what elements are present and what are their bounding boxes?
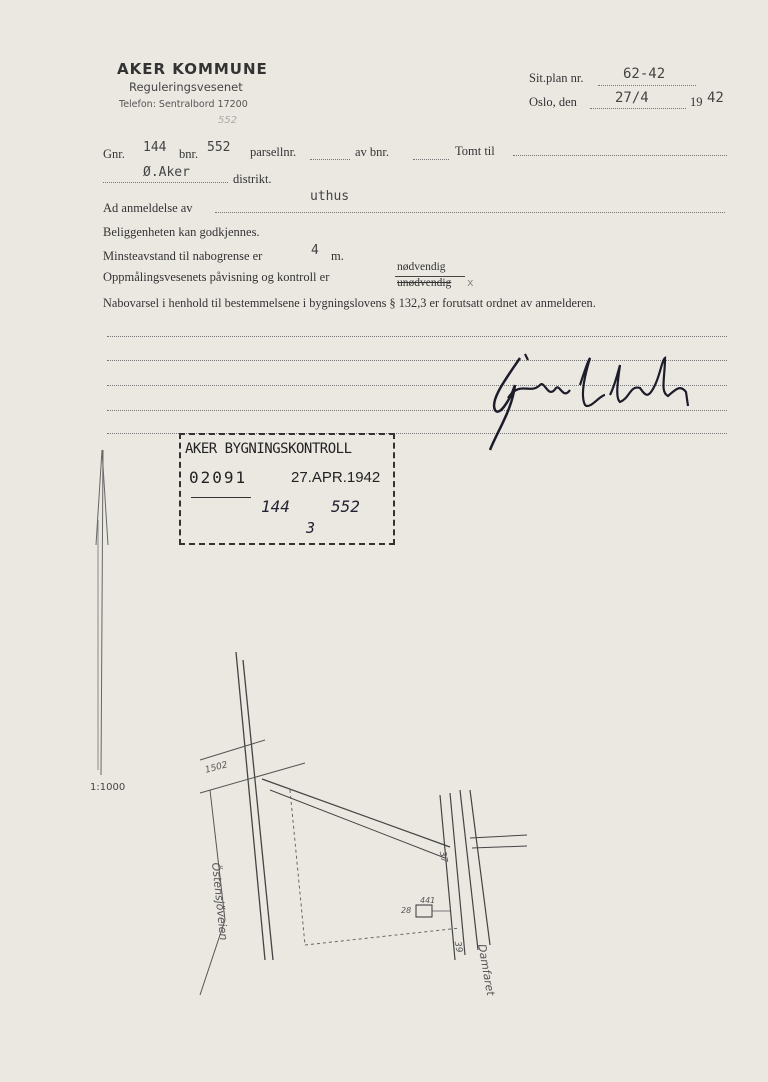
date-value: 27/4	[615, 90, 649, 106]
stamp-date: 27.APR.1942	[291, 469, 381, 486]
option-mark: x	[467, 276, 474, 289]
phone-line: Telefon: Sentralbord 17200	[119, 99, 248, 110]
sitplan-value: 62-42	[623, 66, 666, 82]
year-suffix: 42	[707, 90, 724, 106]
nabovarsel-text: Nabovarsel i henhold til bestemmelsene i bygningslovens § 132,3 er forutsatt ordnet av anmelderen.	[103, 296, 596, 310]
street-damfaret: Damfaret	[475, 943, 498, 997]
label-39: 39	[451, 940, 464, 954]
sitplan-label: Sit.plan nr.	[529, 71, 584, 85]
oppmaling-label: Oppmålingsvesenets påvisning og kontroll er	[103, 270, 330, 284]
stamp-bnr: 552	[331, 497, 360, 516]
stamp-extra: 3	[306, 519, 316, 537]
district-label: distrikt.	[233, 172, 272, 186]
bnr-label: bnr.	[179, 147, 199, 161]
gnr-label: Gnr.	[103, 147, 125, 161]
map-scale: 1:1000	[90, 782, 126, 793]
minsteavstand-unit: m.	[331, 249, 344, 263]
option-unnecessary: unødvendig	[397, 277, 452, 289]
beliggenhet-text: Beliggenheten kan godkjennes.	[103, 225, 260, 239]
year-prefix: 19	[690, 95, 703, 109]
stamp-title: AKER BYGNINGSKONTROLL	[185, 441, 352, 457]
gnr-value: 144	[143, 140, 167, 155]
anmeldelse-label: Ad anmeldelse av	[103, 201, 193, 215]
street-ostensjo: Östensjöveien	[209, 862, 231, 941]
label-441: 441	[420, 896, 436, 905]
bnr-value: 552	[207, 140, 231, 155]
parsell-label: parsellnr.	[250, 145, 297, 159]
pencil-note: 552	[218, 115, 238, 126]
stamp-number: 02091	[189, 468, 248, 487]
avbnr-label: av bnr.	[355, 145, 390, 159]
option-necessary: nødvendig	[397, 261, 446, 273]
minsteavstand-value: 4	[311, 243, 319, 258]
stamp-gnr: 144	[261, 497, 290, 516]
label-28: 28	[401, 906, 412, 915]
date-label: Oslo, den	[529, 95, 577, 109]
label-37: 37	[436, 850, 449, 864]
label-1502: 1502	[204, 760, 229, 776]
district-value: Ø.Aker	[143, 165, 190, 180]
tomt-label: Tomt til	[455, 144, 495, 158]
anmeldelse-value: uthus	[310, 189, 350, 204]
minsteavstand-label: Minsteavstand til nabogrense er	[103, 249, 263, 263]
org-name: AKER KOMMUNE	[117, 60, 268, 78]
dept-name: Reguleringsvesenet	[129, 80, 243, 94]
